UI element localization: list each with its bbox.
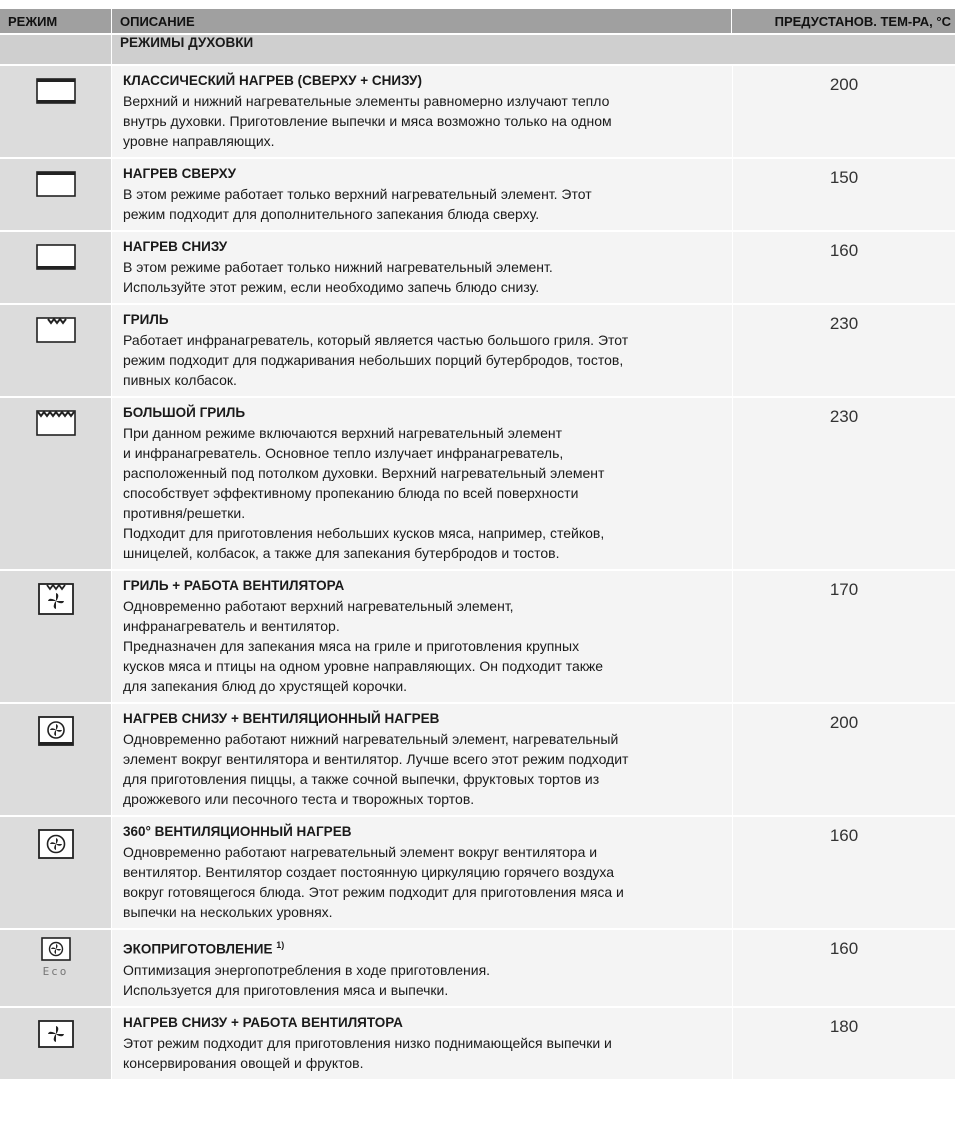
- mode-title: КЛАССИЧЕСКИЙ НАГРЕВ (СВЕРХУ + СНИЗУ): [123, 73, 422, 88]
- large-grill-icon: [36, 410, 76, 436]
- header-description: ОПИСАНИЕ: [112, 9, 732, 33]
- bottom-heat-fan-icon: [38, 1020, 74, 1048]
- mode-description: Одновременно работают верхний нагревательный элемент, инфранагреватель и вентилятор. Предназначен для запекания мяса на гриле и приготовления крупных кусков мяса и птицы на одном уровне направляющих. Он подходит также для запекания блюд до хрустящей корочки.: [123, 598, 604, 694]
- mode-title: НАГРЕВ СНИЗУ + РАБОТА ВЕНТИЛЯТОРА: [123, 1014, 403, 1030]
- mode-row-large-grill: [0, 396, 955, 569]
- mode-temperature: 200: [732, 64, 955, 157]
- mode-row-bottom-heat: [0, 230, 955, 303]
- mode-row-classic: [0, 64, 955, 157]
- mode-row-eco: [0, 928, 955, 1006]
- mode-title: ГРИЛЬ + РАБОТА ВЕНТИЛЯТОРА: [123, 578, 345, 593]
- mode-temperature: 150: [732, 157, 955, 230]
- oven-modes-table: [0, 9, 955, 1079]
- mode-description: Работает инфранагреватель, который является частью большого гриля. Этот режим подходит для поджаривания небольших порций бутербродов, тостов, пивных колбасок.: [123, 332, 629, 388]
- bottom-heat-convection-icon: [38, 716, 74, 746]
- mode-description: В этом режиме работает только нижний нагревательный элемент. Используйте этот режим, если необходимо запечь блюдо снизу.: [123, 259, 553, 295]
- mode-title: БОЛЬШОЙ ГРИЛЬ: [123, 405, 246, 420]
- mode-row-bottom-fan: [0, 1006, 955, 1079]
- mode-temperature: 200: [732, 702, 955, 815]
- mode-row-top-heat: [0, 157, 955, 230]
- mode-temperature: 230: [732, 396, 955, 569]
- section-row: [0, 33, 955, 64]
- mode-row-grill: [0, 303, 955, 396]
- header-temperature: ПРЕДУСТАНОВ. ТЕМ-РА, °C: [732, 9, 955, 33]
- top-bottom-heat-icon: [36, 78, 76, 104]
- mode-description: Этот режим подходит для приготовления низко поднимающейся выпечки и консервирования овощей и фруктов.: [123, 1034, 612, 1071]
- mode-description: Верхний и нижний нагревательные элементы равномерно излучают тепло внутрь духовки. Приготовление выпечки и мяса возможно только на одном уровне направляющих.: [123, 93, 612, 149]
- mode-title: НАГРЕВ СНИЗУ: [123, 239, 228, 254]
- grill-fan-icon: [38, 583, 74, 615]
- mode-title: НАГРЕВ СНИЗУ + ВЕНТИЛЯЦИОННЫЙ НАГРЕВ: [123, 711, 440, 726]
- mode-description: Одновременно работают нижний нагревательный элемент, нагревательный элемент вокруг вентилятора и вентилятор. Лучше всего этот режим подходит для приготовления пиццы, а также сочной выпечки, фруктовых тортов из дрожжевого или песочного теста и творожных тортов.: [123, 731, 629, 807]
- eco-label: Eco: [42, 965, 69, 978]
- mode-row-bottom-convection: [0, 702, 955, 815]
- bottom-heat-icon: [36, 244, 76, 270]
- grill-icon: [36, 317, 76, 343]
- mode-row-grill-fan: [0, 569, 955, 702]
- mode-description: Оптимизация энергопотребления в ходе приготовления. Используется для приготовления мяса и выпечки.: [123, 961, 491, 998]
- mode-title: НАГРЕВ СВЕРХУ: [123, 166, 237, 181]
- header-mode: РЕЖИМ: [0, 9, 112, 33]
- mode-title: 360° ВЕНТИЛЯЦИОННЫЙ НАГРЕВ: [123, 824, 352, 839]
- mode-temperature: 160: [732, 928, 955, 1006]
- mode-temperature: 180: [732, 1006, 955, 1079]
- footnote-marker: 1): [276, 940, 285, 950]
- mode-description: При данном режиме включаются верхний нагревательный элемент и инфранагреватель. Основное тепло излучает инфранагреватель, расположенный под потолком духовки. Верхний нагревательный элемент способствует эффективному пропеканию блюда по всей поверхности противня/решетки. Подходит для приготовления небольших кусков мяса, например, стейков, шницелей, колбасок, а также для запекания бутербродов и тостов.: [123, 425, 605, 561]
- convection-360-icon: [38, 829, 74, 859]
- mode-temperature: 170: [732, 569, 955, 702]
- eco-cooking-icon: [41, 937, 71, 961]
- mode-title: ЭКОПРИГОТОВЛЕНИЕ $^{1)}$: [123, 940, 285, 957]
- mode-description: Одновременно работают нагревательный элемент вокруг вентилятора и вентилятор. Вентилятор создает постоянную циркуляцию горячего воздуха вокруг готовящегося блюда. Этот режим подходит для приготовления мяса и выпечки на нескольких уровнях.: [123, 844, 624, 920]
- mode-temperature: 160: [732, 230, 955, 303]
- mode-temperature: 160: [732, 815, 955, 928]
- mode-temperature: 230: [732, 303, 955, 396]
- mode-title: ГРИЛЬ: [123, 312, 169, 327]
- top-heat-icon: [36, 171, 76, 197]
- table-header: [0, 9, 955, 33]
- mode-row-convection-360: [0, 815, 955, 928]
- mode-description: В этом режиме работает только верхний нагревательный элемент. Этот режим подходит для дополнительного запекания блюда сверху.: [123, 186, 592, 222]
- section-title: РЕЖИМЫ ДУХОВКИ: [112, 33, 955, 64]
